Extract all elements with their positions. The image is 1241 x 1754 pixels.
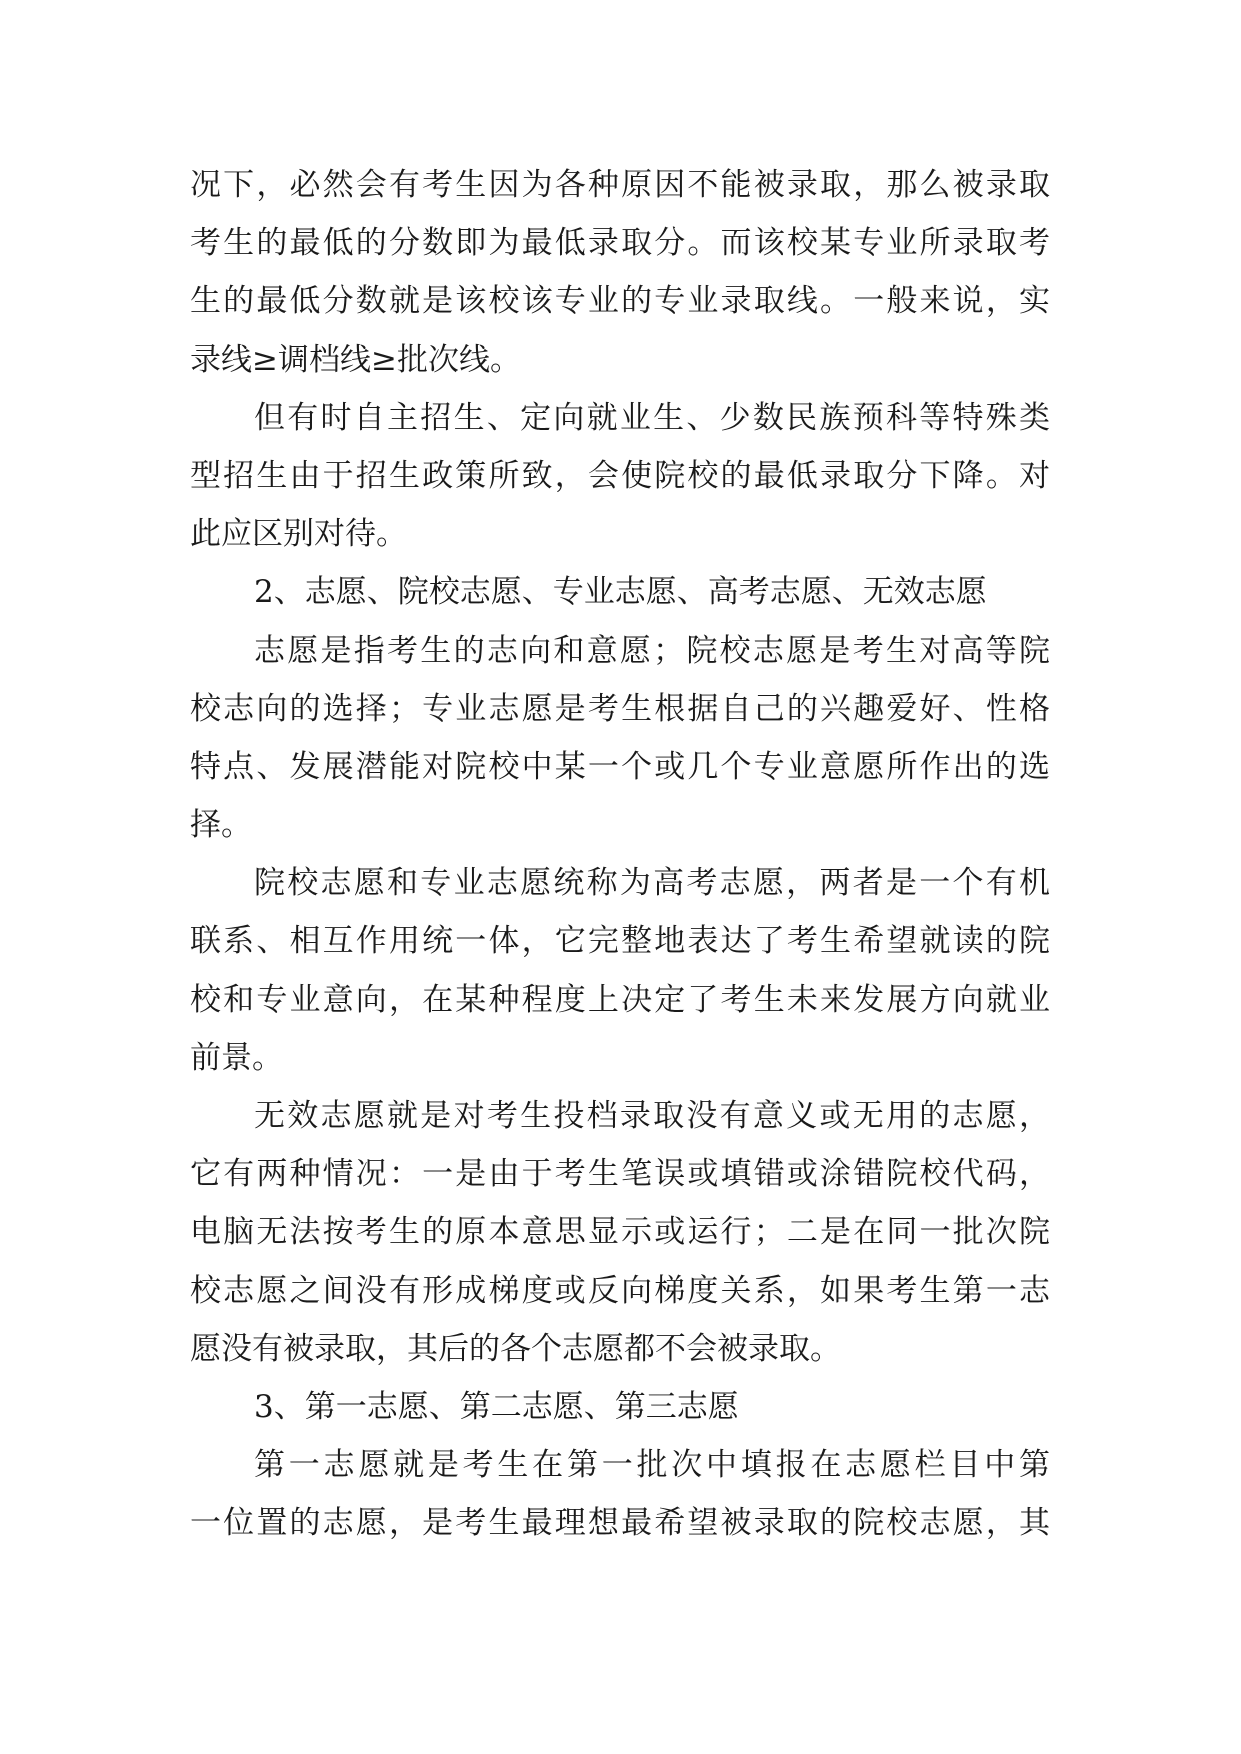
document-body xyxy=(190,156,1050,1553)
paragraph xyxy=(190,389,1050,564)
text-line: 一位置的志愿，是考生最理想最希望被录取的院校志愿，其 xyxy=(190,1505,1050,1542)
section-heading xyxy=(190,1378,1050,1436)
text-line: 录线≥调档线≥批次线。 xyxy=(190,341,521,378)
text-line: 况下，必然会有考生因为各种原因不能被录取，那么被录取 xyxy=(190,167,1050,203)
text-line: 志愿是指考生的志向和意愿；院校志愿是考生对高等院 xyxy=(254,632,1050,669)
text-line: 愿没有被录取，其后的各个志愿都不会被录取。 xyxy=(190,1330,841,1367)
text-line: 考生的最低的分数即为最低录取分。而该校某专业所录取考 xyxy=(190,225,1050,262)
text-line: 校和专业意向，在某种程度上决定了考生未来发展方向就业 xyxy=(190,981,1050,1018)
text-line: 联系、相互作用统一体，它完整地表达了考生希望就读的院 xyxy=(190,923,1050,960)
text-line: 无效志愿就是对考生投档录取没有意义或无用的志愿， xyxy=(254,1098,1050,1134)
paragraph xyxy=(190,1436,1050,1552)
text-line: 3、第一志愿、第二志愿、第三志愿 xyxy=(254,1388,739,1425)
paragraph xyxy=(190,854,1050,1087)
text-line: 第一志愿就是考生在第一批次中填报在志愿栏目中第 xyxy=(254,1447,1050,1484)
paragraph xyxy=(190,1087,1050,1378)
text-line: 2、志愿、院校志愿、专业志愿、高考志愿、无效志愿 xyxy=(254,574,987,611)
text-line: 此应区别对待。 xyxy=(190,516,407,553)
text-line: 生的最低分数就是该校该专业的专业录取线。一般来说，实 xyxy=(190,283,1050,320)
text-line: 但有时自主招生、定向就业生、少数民族预科等特殊类 xyxy=(254,399,1050,436)
section-heading xyxy=(190,563,1050,621)
text-line: 电脑无法按考生的原本意思显示或运行；二是在同一批次院 xyxy=(190,1214,1050,1251)
text-line: 择。 xyxy=(190,807,252,844)
text-line: 校志向的选择；专业志愿是考生根据自己的兴趣爱好、性格 xyxy=(190,690,1050,727)
text-line: 校志愿之间没有形成梯度或反向梯度关系，如果考生第一志 xyxy=(190,1272,1050,1309)
text-line: 院校志愿和专业志愿统称为高考志愿，两者是一个有机 xyxy=(254,865,1050,902)
text-line: 前景。 xyxy=(190,1039,283,1076)
text-line: 特点、发展潜能对院校中某一个或几个专业意愿所作出的选 xyxy=(190,748,1050,785)
paragraph xyxy=(190,156,1050,389)
text-line: 它有两种情况：一是由于考生笔误或填错或涂错院校代码， xyxy=(190,1156,1050,1193)
text-line: 型招生由于招生政策所致，会使院校的最低录取分下降。对 xyxy=(190,457,1050,494)
paragraph xyxy=(190,622,1050,855)
